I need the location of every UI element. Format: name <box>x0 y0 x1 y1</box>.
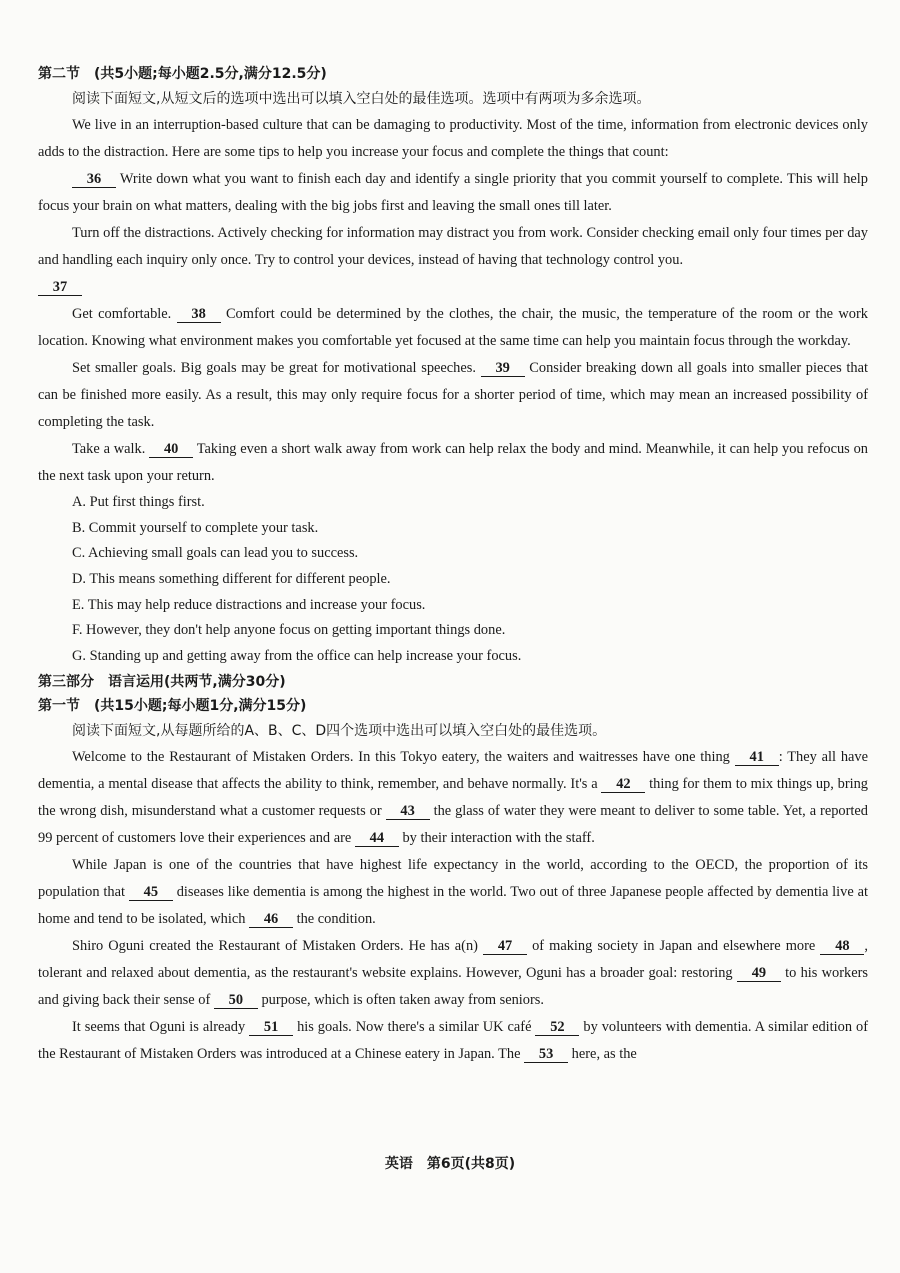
page-content <box>38 62 868 1068</box>
passage2-paragraph-1 <box>38 744 868 852</box>
paragraph-text: the glass of water they were meant to deliver to some table. Yet, a reported 99 percent of customers love their experiences and are <box>38 802 868 846</box>
paragraph-text: Write down what you want to finish each day and identify a single priority that you commit yourself to complete. This will help focus your brain on what matters, dealing with the big jobs first and leaving the small ones till later. <box>38 171 868 214</box>
options-list <box>38 490 868 670</box>
blank-50[interactable]: 50 <box>214 992 258 1009</box>
option-g[interactable]: G. Standing up and getting away from the office can help increase your focus. <box>72 648 522 665</box>
blank-39[interactable]: 39 <box>481 360 525 377</box>
paragraph-text: Take a walk. <box>72 441 150 457</box>
blank-45[interactable]: 45 <box>129 884 173 901</box>
blank-43[interactable]: 43 <box>386 803 430 820</box>
blank-37[interactable]: 37 <box>38 279 82 296</box>
paragraph-text: of making society in Japan and elsewhere more <box>527 937 821 954</box>
part3-section1-title: 第一节 (共15小题;每小题1分,满分15分) <box>38 697 307 714</box>
paragraph-text: to his workers and giving back their sense of <box>38 964 868 1008</box>
passage1-paragraph-2 <box>38 166 868 220</box>
paragraph-text: thing for them to mix things up, bring the wrong dish, misunderstand what a customer requests or <box>38 775 868 819</box>
passage2-paragraph-4 <box>38 1014 868 1068</box>
paragraph-text: diseases like dementia is among the highest in the world. Two out of three Japanese people affected by dementia live at home and tend to be isolated, which <box>38 883 868 927</box>
blank-47[interactable]: 47 <box>483 938 527 955</box>
paragraph-text: by their interaction with the staff. <box>398 829 595 846</box>
blank-53[interactable]: 53 <box>524 1046 568 1063</box>
blank-48[interactable]: 48 <box>820 938 864 955</box>
paragraph-text: here, as the <box>568 1045 637 1062</box>
paragraph-text: Set smaller goals. Big goals may be great for motivational speeches. <box>72 360 481 376</box>
blank-49[interactable]: 49 <box>737 965 781 982</box>
passage1-paragraph-6 <box>38 355 868 436</box>
blank-51[interactable]: 51 <box>249 1019 293 1036</box>
part3-title: 第三部分 语言运用(共两节,满分30分) <box>38 673 286 690</box>
section2-instruction: 阅读下面短文,从短文后的选项中选出可以填入空白处的最佳选项。选项中有两项为多余选项。 <box>72 91 651 107</box>
paragraph-text: Consider breaking down all goals into smaller pieces that can be finished more easily. As a result, this may only require focus for a shorter period of time, which may mean an increased possibility of completing the task. <box>38 360 868 430</box>
part3-instruction: 阅读下面短文,从每题所给的A、B、C、D四个选项中选出可以填入空白处的最佳选项。 <box>72 722 607 739</box>
paragraph-text: Get comfortable. <box>72 306 177 322</box>
blank-36[interactable]: 36 <box>72 171 116 188</box>
paragraph-text: Welcome to the Restaurant of Mistaken Orders. In this Tokyo eatery, the waiters and waitresses have one thing <box>72 748 735 765</box>
option-d[interactable]: D. This means something different for different people. <box>72 571 391 588</box>
paragraph-text: While Japan is one of the countries that have highest life expectancy in the world, according to the OECD, the proportion of its population that <box>38 856 868 900</box>
passage1-paragraph-4 <box>38 274 868 301</box>
blank-44[interactable]: 44 <box>355 830 399 847</box>
passage2-paragraph-2 <box>38 852 868 933</box>
blank-38[interactable]: 38 <box>177 306 221 323</box>
blank-42[interactable]: 42 <box>601 776 645 793</box>
section2-title: 第二节 (共5小题;每小题2.5分,满分12.5分) <box>38 66 327 82</box>
passage2-paragraph-3 <box>38 933 868 1014</box>
paragraph-text: Shiro Oguni created the Restaurant of Mistaken Orders. He has a(n) <box>72 937 484 954</box>
paragraph-text: purpose, which is often taken away from seniors. <box>257 991 544 1008</box>
blank-46[interactable]: 46 <box>249 911 293 928</box>
paragraph-text: by volunteers with dementia. A similar edition of the Restaurant of Mistaken Orders was introduced at a Chinese eatery in Japan. The <box>38 1018 868 1062</box>
option-f[interactable]: F. However, they don't help anyone focus on getting important things done. <box>72 622 506 639</box>
option-c[interactable]: C. Achieving small goals can lead you to success. <box>72 545 359 562</box>
option-e[interactable]: E. This may help reduce distractions and increase your focus. <box>72 596 426 613</box>
paragraph-text: : They all have dementia, a mental disease that affects the ability to think, remember, and behave normally. It's a <box>38 748 868 792</box>
paragraph-text: , tolerant and relaxed about dementia, as the restaurant's website explains. However, Oguni has a broader goal: restoring <box>38 937 868 981</box>
blank-41[interactable]: 41 <box>735 749 779 766</box>
passage1-paragraph-5 <box>38 301 868 355</box>
paragraph-text: Comfort could be determined by the clothes, the chair, the music, the temperature of the room or the work location. Knowing what environment makes you comfortable yet focused at the same time can help you maintain focus through the workday. <box>38 306 868 349</box>
passage1-paragraph-1: We live in an interruption-based culture that can be damaging to productivity. Most of the time, information from electronic devices only adds to the distraction. Here are some tips to help you increase your focus and complete the things that count: <box>38 117 868 160</box>
passage1-paragraph-7 <box>38 436 868 490</box>
paragraph-text: his goals. Now there's a similar UK café <box>293 1018 536 1035</box>
paragraph-text: It seems that Oguni is already <box>72 1018 250 1035</box>
paragraph-text: Taking even a short walk away from work can help relax the body and mind. Meanwhile, it can help you refocus on the next task upon your return. <box>38 441 868 484</box>
passage1-paragraph-3: Turn off the distractions. Actively checking for information may distract you from work. Consider checking email only four times per day and handling each inquiry only once. Try to control your devices, instead of having that technology control you. <box>38 225 868 268</box>
option-a[interactable]: A. Put first things first. <box>72 494 205 510</box>
page-footer: 英语 第6页(共8页) <box>384 1156 516 1172</box>
paragraph-text: the condition. <box>293 910 376 927</box>
blank-40[interactable]: 40 <box>149 441 193 458</box>
blank-52[interactable]: 52 <box>535 1019 579 1036</box>
option-b[interactable]: B. Commit yourself to complete your task. <box>72 519 319 536</box>
